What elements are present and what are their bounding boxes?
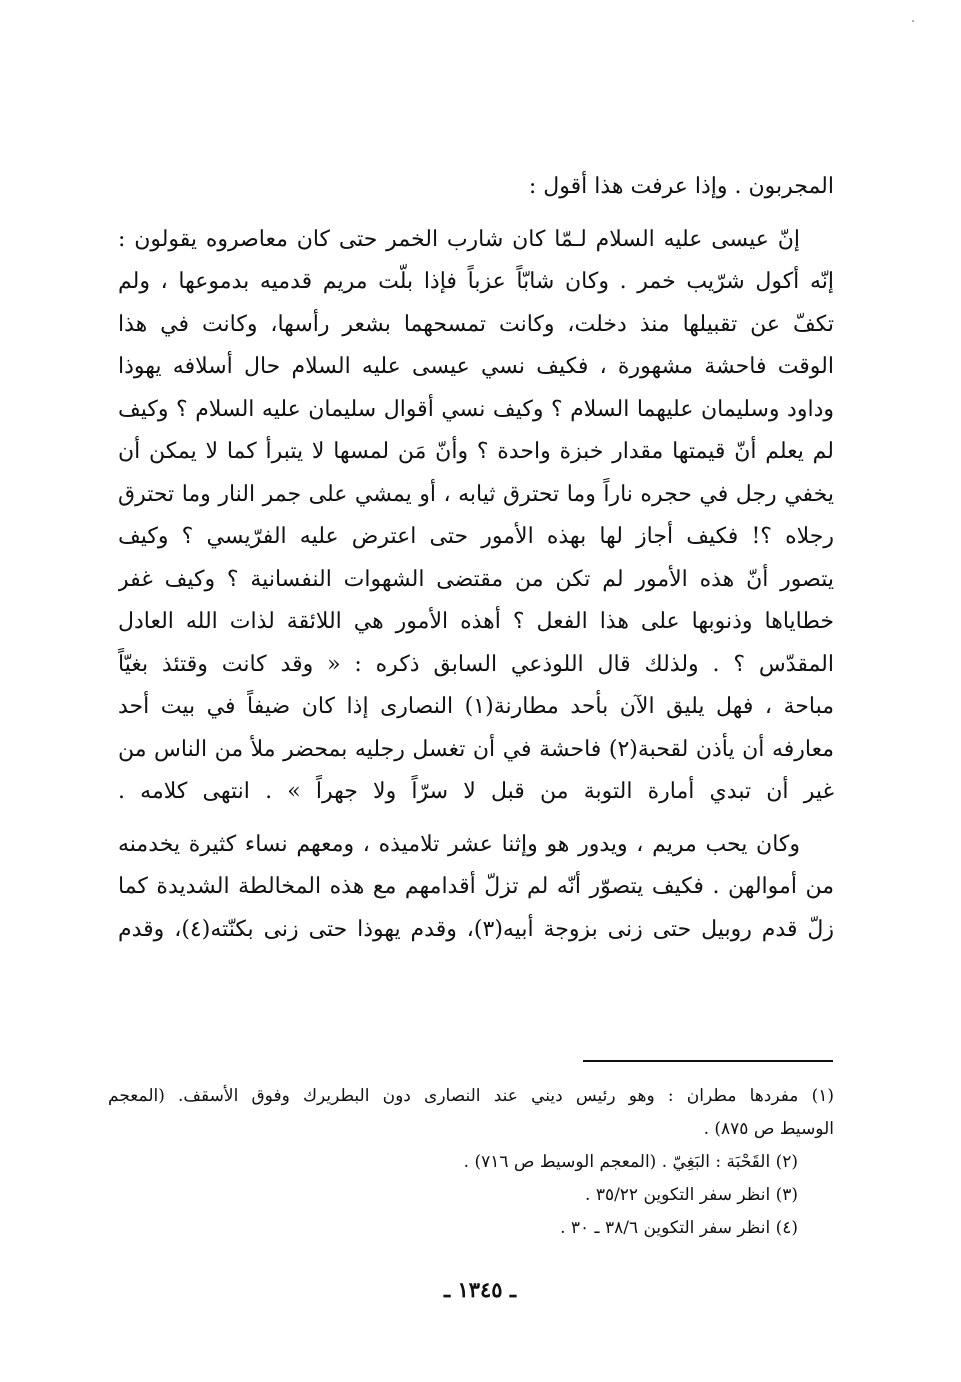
footnote-separator xyxy=(583,1060,833,1062)
page-number: ـ ١٣٤٥ ـ xyxy=(443,1277,517,1302)
text-line-5: الوقت فاحشة مشهورة ، فكيف نسي عيسى عليه السلام حال أسلافه يهوذا xyxy=(118,354,834,379)
text-line-13: مباحة ، فهل يليق الآن بأحد مطارنة(١) النصارى إذا كان ضيفاً في بيت أحد xyxy=(118,694,834,719)
paragraph-gap xyxy=(118,814,834,824)
text-line-6: وداود وسليمان عليهما السلام ؟ وكيف نسي أقوال سليمان عليه السلام ؟ وكيف xyxy=(118,396,834,422)
paragraph-gap xyxy=(118,209,834,219)
scan-speck xyxy=(912,20,914,22)
text-line-9: رجلاه ؟! فكيف أجاز لها بهذه الأمور حتى اعترض عليه الفرّيسي ؟ وكيف xyxy=(118,524,834,549)
text-line-10: يتصور أنّ هذه الأمور لم تكن من مقتضى الشهوات النفسانية ؟ وكيف غفر xyxy=(118,566,834,592)
footnote-3: (٣) انظر سفر التكوين ٣٥/٢٢ . xyxy=(585,1185,798,1205)
footnote-1-line-1: (١) مفردها مطران : وهو رئيس ديني عند النصارى دون البطريرك وفوق الأسقف. (المعجم xyxy=(108,1086,834,1106)
text-line-12: المقدّس ؟ . ولذلك قال اللوذعي السابق ذكره : « وقد كانت وقتئذ بغيّاً xyxy=(118,651,834,677)
text-line-4: تكفّ عن تقبيلها منذ دخلت، وكانت تمسحهما بشعر رأسها، وكانت في هذا xyxy=(118,311,834,337)
footnote-1-line-2: الوسيط ص ٨٧٥) . xyxy=(703,1119,834,1139)
text-line-7: لم يعلم أنّ قيمتها مقدار خبزة واحدة ؟ وأنّ مَن لمسها لا يتبرأ كما لا يمكن أن xyxy=(118,439,834,464)
footnote-2: (٢) القَحْبَة : البَغِيّ . (المعجم الوسيط ص ٧١٦) . xyxy=(463,1152,798,1172)
text-line-11: خطاياها وذنوبها على هذا الفعل ؟ أهذه الأمور هي اللائقة لذات الله العادل xyxy=(118,609,834,634)
text-line-2: إنّ عيسى عليه السلام لـمّا كان شارب الخمر حتى كان معاصروه يقولون : xyxy=(118,226,800,252)
text-line-17: من أموالهن . فكيف يتصوّر أنّه لم تزلّ أقدامهم مع هذه المخالطة الشديدة كما xyxy=(118,874,834,899)
main-text xyxy=(118,166,834,951)
footnote-4: (٤) انظر سفر التكوين ٣٨/٦ ـ ٣٠ . xyxy=(560,1218,798,1238)
text-line-15: غير أن تبدي أمارة التوبة من قبل لا سرّاً ولا جهراً » . انتهى كلامه . xyxy=(118,779,834,804)
text-line-8: يخفي رجل في حجره ناراً وما تحترق ثيابه ، أو يمشي على جمر النار وما تحترق xyxy=(118,481,834,507)
text-line-3: إنّه أكول شرّيب خمر . وكان شابّاً عزباً فإذا بلّت مريم قدميه بدموعها ، ولم xyxy=(118,269,834,294)
text-line-14: معارفه أن يأذن لقحبة(٢) فاحشة في أن تغسل رجليه بمحضر ملأ من الناس من xyxy=(118,736,834,762)
text-line-16: وكان يحب مريم ، ويدور هو وإثنا عشر تلاميذه ، ومعهم نساء كثيرة يخدمنه xyxy=(118,831,800,857)
text-line-18: زلّ قدم روبيل حتى زنى بزوجة أبيه(٣)، وقدم يهوذا حتى زنى بكنّته(٤)، وقدم xyxy=(118,916,834,942)
footnotes xyxy=(108,1080,834,1245)
text-line-1: المجربون . وإذا عرفت هذا أقول : xyxy=(528,174,834,199)
